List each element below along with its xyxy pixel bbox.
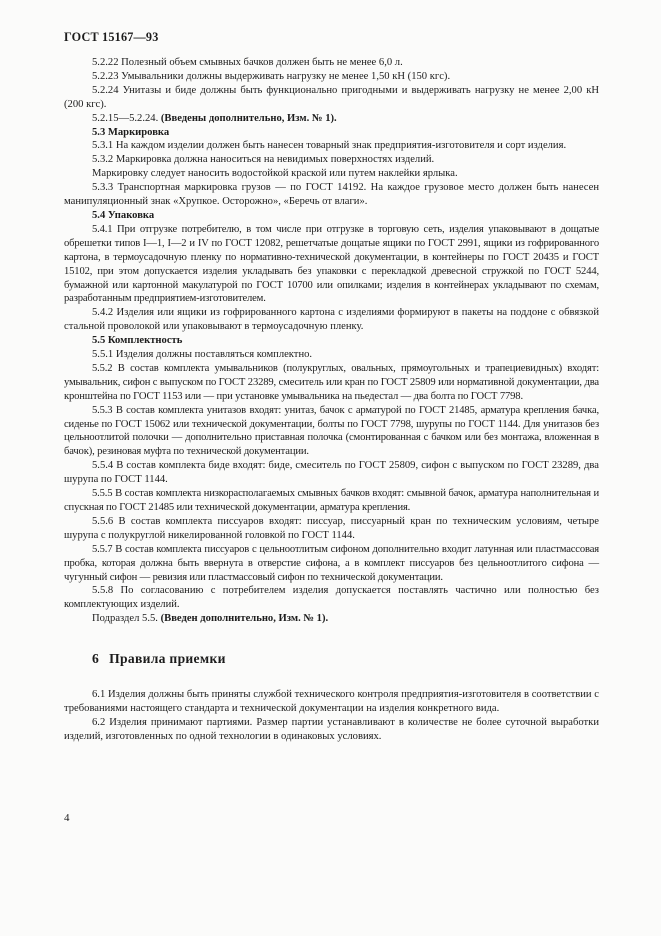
amendment-subsection: Подраздел 5.5. (92, 613, 158, 625)
heading-5-4-packaging: 5.4 Упаковка (92, 209, 155, 221)
paragraph-6-1: 6.1 Изделия должны быть приняты службой технического контроля предприятия-изготовителя в соответствии с требованиями настоящего стандарта и технической документации на изделия конкретного вида. (64, 689, 599, 714)
paragraph-5-4-1: 5.4.1 При отгрузке потребителю, в том числе при отгрузке в торговую сеть, изделия упаковывают в дощатые обрешетки типов I—1, I—2 и IV по ГОСТ 12082, решетчатые дощатые ящики по ГОСТ 2991, ящики из гофрированного картона, в термоусадочную пленку по нормативно-технической документации, в контейнеры по ГОСТ 20435 и ГОСТ 15102, при этом допускается изделия укладывать без упаковки с перекладкой древесной стружкой по ГОСТ 5244, бумажной или картонной макулатурой по ГОСТ 10700 или опилками; изделия в контейнерах укладывают по схемам, разработанным предприятием-изготовителем. (64, 223, 599, 305)
paragraph-5-5-5: 5.5.5 В состав комплекта низкорасполагаемых смывных бачков входят: смывной бачок, арматура наполнительная и спускная по ГОСТ 21485 или технической документации, арматура крепления. (64, 488, 599, 513)
heading-5-3-marking: 5.3 Маркировка (92, 126, 170, 138)
paragraph-5-5-3: 5.5.3 В состав комплекта унитазов входят: унитаз, бачок с арматурой по ГОСТ 21485, арматура крепления бачка, сиденье по ГОСТ 15062 или технической документации, болты по ГОСТ 7798, шурупы по ГОСТ 1144. Для унитазов без цельноотлитой полочки — дополнительно приставная полочка (смонтированная с бачком или без монтажа, вложенная в бачок), резиновая муфта по технической документации. (64, 404, 599, 458)
paragraph-5-5-8: 5.5.8 По согласованию с потребителем изделия допускается поставлять частично или полностью без комплектующих изделий. (64, 585, 599, 611)
amendment-note-5-5 (64, 612, 599, 626)
section-number: 6 (92, 651, 100, 667)
heading-5-5-completeness: 5.5 Комплектность (92, 335, 183, 347)
paragraph-5-3-1: 5.3.1 На каждом изделии должен быть нанесен товарный знак предприятия-изготовителя и сорт изделия. (92, 140, 567, 152)
amendment-text: (Введен дополнительно, Изм. № 1). (160, 613, 329, 625)
document-body (64, 56, 599, 744)
paragraph-5-2-23: 5.2.23 Умывальники должны выдерживать нагрузку не менее 1,50 кН (150 кгс). (92, 70, 451, 82)
paragraph-5-5-2: 5.5.2 В состав комплекта умывальников (полукруглых, овальных, прямоугольных и трапециевидных) входят: умывальник, сифон с выпуском по ГОСТ 23289, смеситель или кран по ГОСТ 25809 или нормативной документации, два кронштейна по ГОСТ 1153 или — при установке умывальника на пьедестал — два болта по ГОСТ 7798. (64, 362, 599, 402)
paragraph-5-5-6: 5.5.6 В состав комплекта писсуаров входят: писсуар, писсуарный кран по техническим условиям, четыре шурупа с полукруглой никелированной головкой по ГОСТ 1144. (64, 515, 599, 541)
paragraph-5-3-2: 5.3.2 Маркировка должна наноситься на невидимых поверхностях изделий. (92, 154, 435, 166)
page-number: 4 (64, 812, 70, 824)
section-title-text: Правила приемки (109, 651, 226, 667)
paragraph-5-2-22: 5.2.22 Полезный объем смывных бачков должен быть не менее 6,0 л. (92, 57, 403, 68)
document-code-header: ГОСТ 15167—93 (64, 30, 159, 44)
paragraph-5-3-3: 5.3.3 Транспортная маркировка грузов — по ГОСТ 14192. На каждое грузовое место должен быть нанесен манипуляционный знак «Хрупкое. Осторожно», «Беречь от влаги». (64, 182, 599, 208)
paragraph-5-5-7: 5.5.7 В состав комплекта писсуаров с цельноотлитым сифоном дополнительно входит латунная или пластмассовая пробка, которая должна быть ввернута в отверстие сифона, а в комплект писсуаров без цельноотлитого сифона — чугунный сифон — ревизия или пластмассовый сифон по технической документации. (64, 543, 599, 583)
paragraph-5-5-4: 5.5.4 В состав комплекта биде входят: биде, смеситель по ГОСТ 25809, сифон с выпуском по ГОСТ 23289, два шурупа по ГОСТ 1144. (64, 460, 599, 486)
paragraph-5-4-2: 5.4.2 Изделия или ящики из гофрированного картона с изделиями формируют в пакеты на поддоне с обвязкой стальной проволокой или упаковывают в термоусадочную пленку. (64, 307, 599, 333)
paragraph-5-2-24: 5.2.24 Унитазы и биде должны быть функционально пригодными и выдерживать нагрузку не менее 2,00 кН (200 кгс). (64, 84, 599, 110)
amendment-range: 5.2.15—5.2.24. (92, 112, 159, 124)
paragraph-6-2: 6.2 Изделия принимают партиями. Размер партии устанавливают в количестве не более суточной выработки изделий, изготовленных по одной технологии в одинаковых условиях. (64, 716, 599, 742)
paragraph-5-5-1: 5.5.1 Изделия должны поставляться комплектно. (92, 349, 313, 361)
amendment-note-5-2 (64, 112, 599, 126)
amendment-text: (Введены дополнительно, Изм. № 1). (160, 112, 337, 124)
paragraph-5-3-2-continued: Маркировку следует наносить водостойкой краской или путем наклейки ярлыка. (92, 168, 458, 180)
section-6-heading (92, 652, 599, 666)
